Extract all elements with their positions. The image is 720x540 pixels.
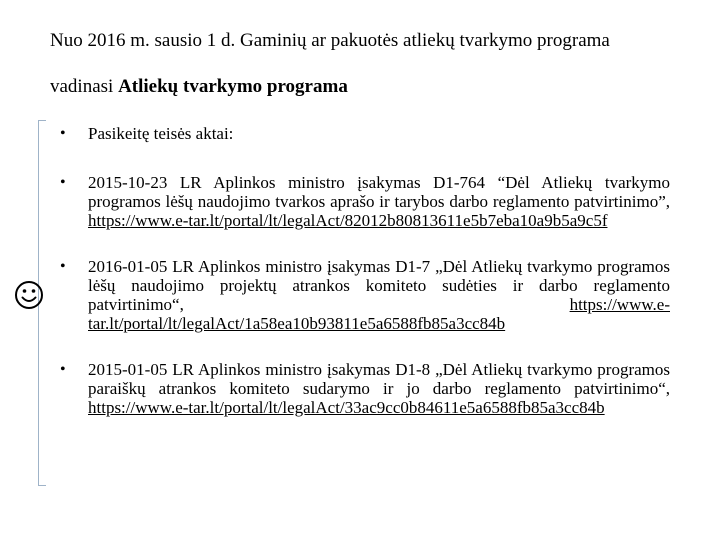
act-description: 2016-01-05 LR Aplinkos ministro įsakymas D1-7 „Dėl Atliekų tvarkymo programos lėšų naudojimo projektų atrankos komiteto sudėties ir darbo reglamento patvirtinimo“, xyxy=(88,257,670,314)
list-item-intro xyxy=(60,124,670,143)
act-link[interactable]: https://www.e-tar.lt/portal/lt/legalAct/33ac9cc0b84611e5a6588fb85a3cc84b xyxy=(88,398,605,417)
legal-acts-list xyxy=(60,124,670,444)
bullet: • xyxy=(60,258,66,275)
bullet: • xyxy=(60,125,66,142)
act-text xyxy=(88,257,670,333)
act-description: 2015-10-23 LR Aplinkos ministro įsakymas D1-764 “Dėl Atliekų tvarkymo programos lėšų naudojimo tvarkos aprašo ir tarybos darbo reglamento patvirtinimo”, xyxy=(88,173,670,211)
act-text xyxy=(88,173,670,230)
act-link[interactable]: https://www.e-tar.lt/portal/lt/legalAct/1a58ea10b93811e5a6588fb85a3cc84b xyxy=(88,295,670,333)
title-line-2 xyxy=(50,72,690,102)
list-item-act xyxy=(60,173,670,230)
program-name: Atliekų tvarkymo programa xyxy=(118,76,348,97)
act-link[interactable]: https://www.e-tar.lt/portal/lt/legalAct/82012b80813611e5b7eba10a9b5a9c5f xyxy=(88,211,608,230)
title-line-2-prefix: vadinasi xyxy=(50,76,119,97)
act-description: 2015-01-05 LR Aplinkos ministro įsakymas D1-8 „Dėl Atliekų tvarkymo programos paraiškų atrankos komiteto sudarymo ir jo darbo reglamento patvirtinimo“, xyxy=(88,360,670,398)
smiley-face-icon xyxy=(14,280,44,310)
bullet: • xyxy=(60,361,66,378)
act-text xyxy=(88,360,670,417)
intro-label: Pasikeitę teisės aktai: xyxy=(88,124,234,143)
list-item-act xyxy=(60,360,670,417)
list-item-act xyxy=(60,257,670,333)
page-title xyxy=(50,26,690,102)
title-line-1: Nuo 2016 m. sausio 1 d. Gaminių ar pakuotės atliekų tvarkymo programa xyxy=(50,30,610,51)
bullet: • xyxy=(60,174,66,191)
